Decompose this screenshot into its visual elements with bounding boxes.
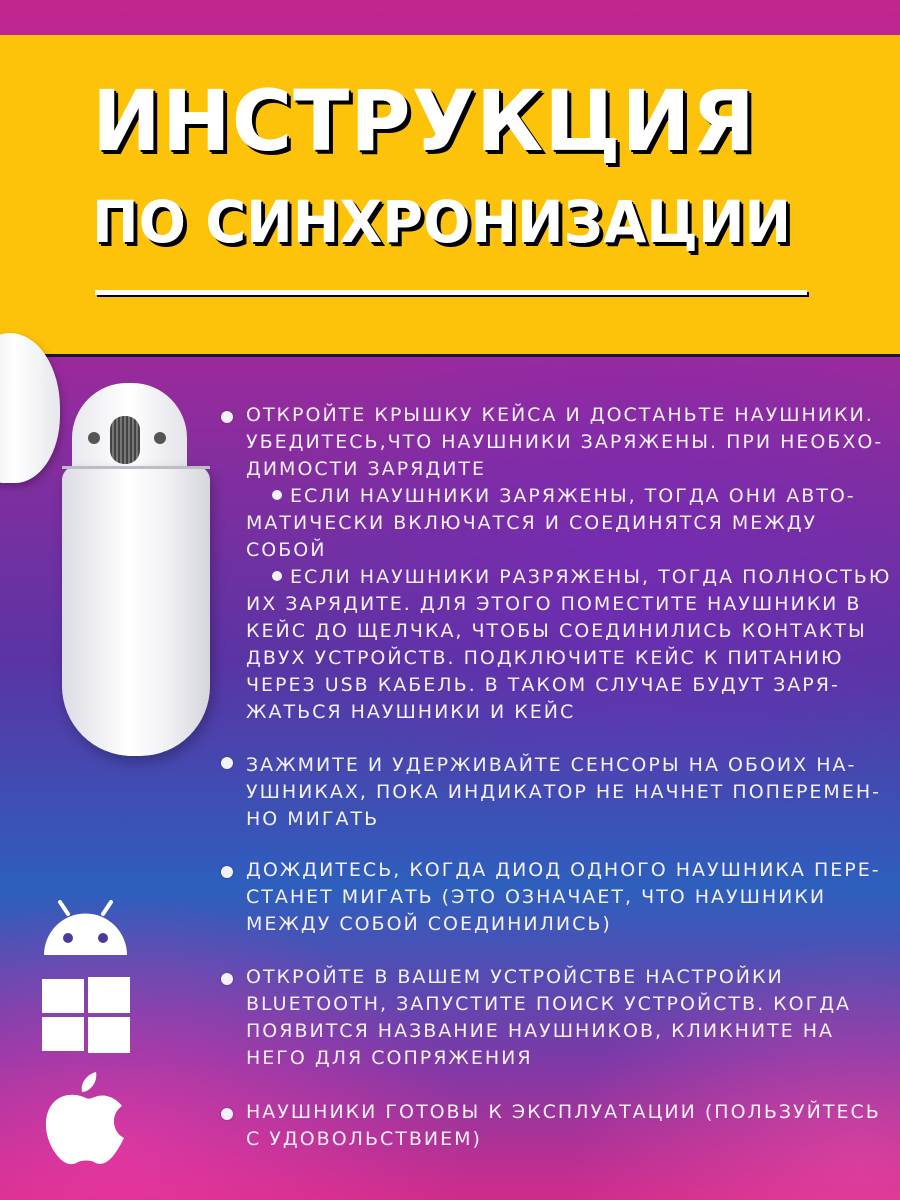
sub-step-1 xyxy=(246,483,891,510)
step-text-line: BLUETOOTH, ЗАПУСТИТЕ ПОИСК УСТРОЙСТВ. КОГДА xyxy=(246,993,852,1015)
step-text-line: ИХ ЗАРЯДИТЕ. ДЛЯ ЭТОГО ПОМЕСТИТЕ НАУШНИКИ В xyxy=(246,593,862,615)
step-text-line: НАУШНИКИ ГОТОВЫ К ЭКСПЛУАТАЦИИ (ПОЛЬЗУЙТЕСЬ xyxy=(246,1101,881,1123)
step-text-line: ЕСЛИ НАУШНИКИ ЗАРЯЖЕНЫ, ТОГДА ОНИ АВТО- xyxy=(290,485,856,507)
step-5 xyxy=(246,1099,881,1153)
step-text-line: ЗАЖМИТЕ И УДЕРЖИВАЙТЕ СЕНСОРЫ НА ОБОИХ НА- xyxy=(246,754,857,776)
step-1 xyxy=(246,402,891,726)
step-text-line: МЕЖДУ СОБОЙ СОЕДИНИЛИСЬ) xyxy=(246,913,612,935)
step-2 xyxy=(246,752,881,833)
sub-step-2 xyxy=(246,564,891,591)
step-text-line: ОТКРОЙТЕ В ВАШЕМ УСТРОЙСТВЕ НАСТРОЙКИ xyxy=(246,966,784,988)
step-text-line: ОТКРОЙТЕ КРЫШКУ КЕЙСА И ДОСТАНЬТЕ НАУШНИКИ. xyxy=(246,404,874,426)
step-text-line: ПОЯВИТСЯ НАЗВАНИЕ НАУШНИКОВ, КЛИКНИТЕ НА xyxy=(246,1020,834,1042)
step-text-line: УБЕДИТЕСЬ,ЧТО НАУШНИКИ ЗАРЯЖЕНЫ. ПРИ НЕОБХО- xyxy=(246,431,884,453)
step-bullet xyxy=(221,866,233,878)
step-text-line: КЕЙС ДО ЩЕЛЧКА, ЧТОБЫ СОЕДИНИЛИСЬ КОНТАКТЫ xyxy=(246,620,867,642)
step-text-line: СОБОЙ xyxy=(246,539,327,561)
step-text-line: СТАНЕТ МИГАТЬ (ЭТО ОЗНАЧАЕТ, ЧТО НАУШНИКИ xyxy=(246,886,827,908)
step-bullet xyxy=(221,411,233,423)
step-text-line: ЖАТЬСЯ НАУШНИКИ И КЕЙС xyxy=(246,701,576,723)
step-bullet xyxy=(221,757,233,769)
step-text-line: ДИМОСТИ ЗАРЯДИТЕ xyxy=(246,458,487,480)
step-text-line: С УДОВОЛЬСТВИЕМ) xyxy=(246,1128,482,1150)
page-subtitle: ПО СИНХРОНИЗАЦИИ xyxy=(92,188,792,256)
step-text-line: МАТИЧЕСКИ ВКЛЮЧАТСЯ И СОЕДИНЯТСЯ МЕЖДУ xyxy=(246,512,818,534)
step-4 xyxy=(246,964,851,1072)
step-text-line: ЧЕРЕЗ USB КАБЕЛЬ. В ТАКОМ СЛУЧАЕ БУДУТ ЗАРЯ- xyxy=(246,674,840,696)
step-3 xyxy=(246,857,881,938)
page-title: ИНСТРУКЦИЯ xyxy=(92,72,756,170)
sub-bullet xyxy=(272,490,282,500)
step-text-line: ДОЖДИТЕСЬ, КОГДА ДИОД ОДНОГО НАУШНИКА ПЕРЕ- xyxy=(246,859,881,881)
sub-bullet xyxy=(272,571,282,581)
step-text-line: НО МИГАТЬ xyxy=(246,808,380,830)
step-text-line: ДВУХ УСТРОЙСТВ. ПОДКЛЮЧИТЕ КЕЙС К ПИТАНИЮ xyxy=(246,647,844,669)
step-bullet xyxy=(221,1108,233,1120)
step-text-line: УШНИКАХ, ПОКА ИНДИКАТОР НЕ НАЧНЕТ ПОПЕРЕМЕН- xyxy=(246,781,881,803)
step-bullet xyxy=(221,973,233,985)
step-text-line: НЕГО ДЛЯ СОПРЯЖЕНИЯ xyxy=(246,1047,533,1069)
step-text-line: ЕСЛИ НАУШНИКИ РАЗРЯЖЕНЫ, ТОГДА ПОЛНОСТЬЮ xyxy=(290,566,892,588)
